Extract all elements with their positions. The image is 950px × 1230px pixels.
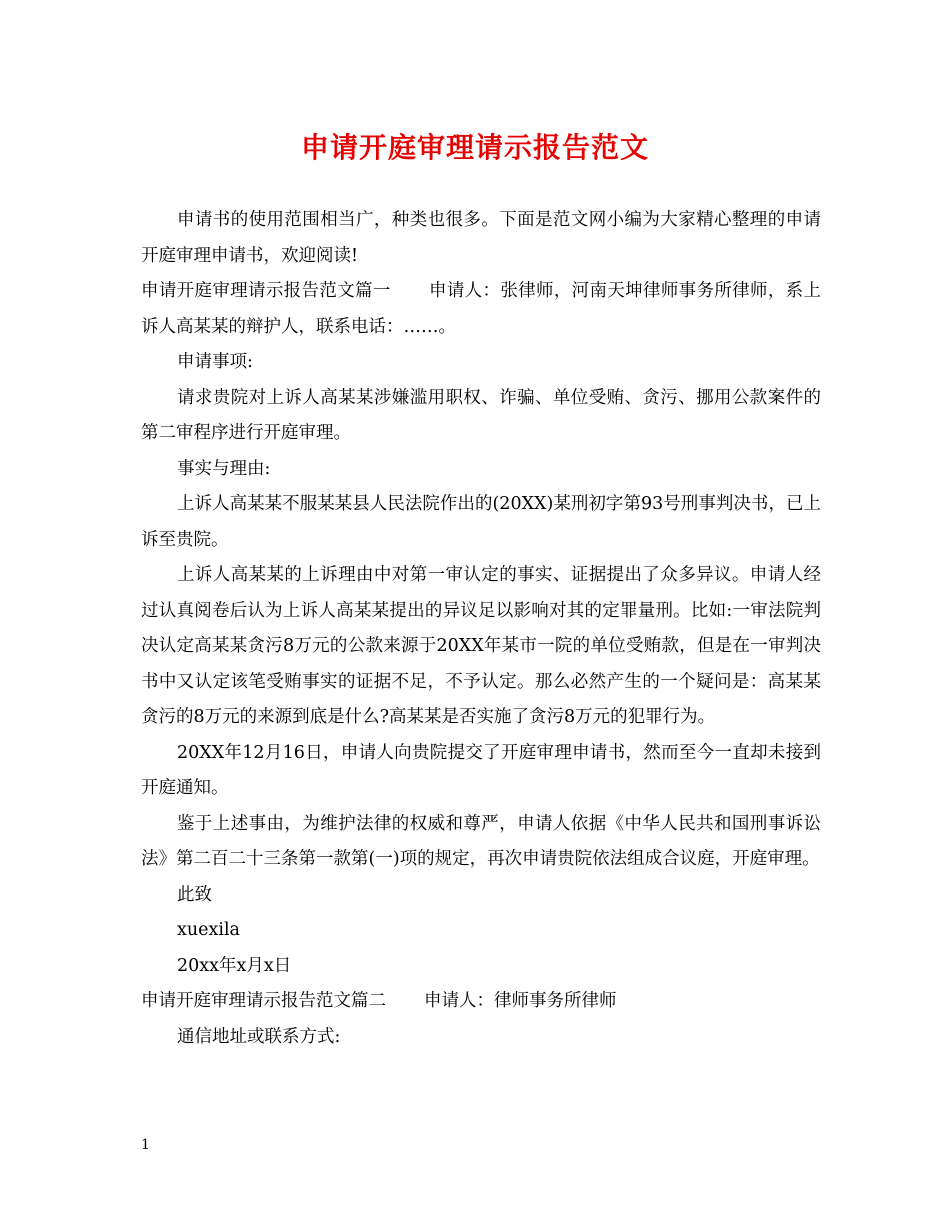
salutation: 此致 bbox=[177, 884, 212, 905]
submission-date-paragraph: 20XX年12月16日，申请人向贵院提交了开庭审理申请书，然而至今一直却未接到开庭通知。 bbox=[141, 742, 821, 798]
document-body bbox=[141, 203, 821, 1055]
applicant-info: 申请人：张律师，河南天坤律师事务所律师，系上诉人高某某的辩护人，联系电话：……。 bbox=[141, 281, 822, 337]
document-title: 申请开庭审理请示报告范文 bbox=[300, 131, 649, 164]
signature-date: 20xx年x月x日 bbox=[177, 955, 292, 976]
facts-reasons-heading: 事实与理由: bbox=[177, 458, 271, 479]
request-paragraph: 鉴于上述事由，为维护法律的权威和尊严，申请人依据《中华人民共和国刑事诉讼法》第二百二十三条第一款第(一)项的规定，再次申请贵院依法组成合议庭，开庭审理。 bbox=[141, 813, 821, 869]
section-one-heading: 申请开庭审理请示报告范文篇一 bbox=[141, 281, 391, 301]
section-two-applicant: 申请人：律师事务所律师 bbox=[424, 991, 617, 1011]
section-two-heading: 申请开庭审理请示报告范文篇二 bbox=[141, 991, 386, 1011]
application-items-paragraph: 请求贵院对上诉人高某某涉嫌滥用职权、诈骗、单位受贿、贪污、挪用公款案件的第二审程序进行开庭审理。 bbox=[141, 387, 821, 443]
contact-info-label: 通信地址或联系方式: bbox=[177, 1026, 341, 1047]
section-two-paragraph bbox=[141, 984, 821, 1020]
signature: xuexila bbox=[177, 920, 240, 940]
appeal-paragraph: 上诉人高某某不服某某县人民法院作出的(20XX)某刑初字第93号刑事判决书，已上诉至贵院。 bbox=[141, 494, 821, 550]
application-items-heading: 申请事项: bbox=[177, 352, 253, 372]
objections-paragraph: 上诉人高某某的上诉理由中对第一审认定的事实、证据提出了众多异议。申请人经过认真阅卷后认为上诉人高某某提出的异议足以影响对其的定罪量刑。比如:一审法院判决认定高某某贪污8万元的公款来源于20XX年某市一院的单位受贿款，但是在一审判决书中又认定该笔受贿事实的证据不足，不予认定。那么必然产生的一个疑问是：高某某贪污的8万元的来源到底是什么?高某某是否实施了贪污8万元的犯罪行为。 bbox=[141, 565, 821, 727]
section-one-paragraph bbox=[141, 274, 821, 345]
intro-paragraph: 申请书的使用范围相当广，种类也很多。下面是范文网小编为大家精心整理的申请开庭审理申请书，欢迎阅读! bbox=[141, 210, 821, 266]
page-number: 1 bbox=[141, 1137, 150, 1153]
